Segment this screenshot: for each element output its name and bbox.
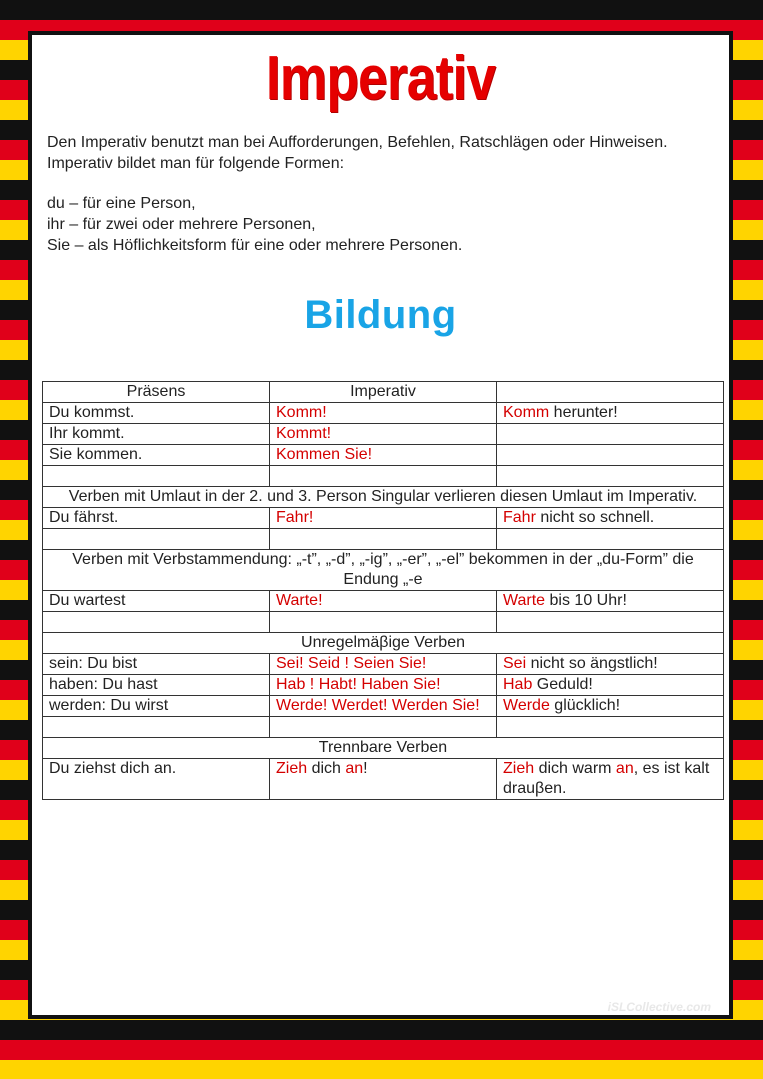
- intro-text: [47, 133, 707, 257]
- imperativ-cell: Kommen Sie!: [270, 445, 497, 466]
- example-cell: [497, 424, 724, 445]
- example-verb: Komm: [503, 404, 550, 421]
- empty-row: [43, 612, 724, 633]
- section-row: [43, 550, 724, 591]
- imperativ-cell: Warte!: [270, 591, 497, 612]
- prasens-cell: Ihr kommt.: [43, 424, 270, 445]
- header-imperativ: Imperativ: [270, 382, 497, 403]
- example-verb: Werde: [503, 697, 550, 714]
- imperativ-verb: Zieh: [276, 760, 308, 777]
- empty-row: [43, 466, 724, 487]
- example-verb: Sei: [503, 655, 527, 672]
- example-verb: Hab: [503, 676, 533, 693]
- table-row: [43, 508, 724, 529]
- example-rest: herunter!: [549, 404, 618, 421]
- table-row: [43, 403, 724, 424]
- section-trennbar: Trennbare Verben: [43, 738, 724, 759]
- example-rest: bis 10 Uhr!: [545, 592, 627, 609]
- prasens-cell: werden: Du wirst: [43, 696, 270, 717]
- prasens-cell: Du wartest: [43, 591, 270, 612]
- form-ihr: ihr – für zwei oder mehrere Personen,: [47, 216, 316, 234]
- header-prasens: Präsens: [43, 382, 270, 403]
- intro-line-1: Den Imperativ benutzt man bei Aufforderungen, Befehlen, Ratschlägen oder Hinweisen.: [47, 134, 668, 151]
- intro-line-2: Imperativ bildet man für folgende Formen:: [47, 154, 345, 172]
- prasens-cell: Sie kommen.: [43, 445, 270, 466]
- example-prefix: an: [615, 760, 634, 777]
- section-row: [43, 487, 724, 508]
- example-verb: Warte: [503, 592, 546, 609]
- table-row: [43, 654, 724, 675]
- example-cell: [497, 591, 724, 612]
- prasens-cell: sein: Du bist: [43, 654, 270, 675]
- example-rest: nicht so ängstlich!: [526, 655, 658, 672]
- table-row: [43, 696, 724, 717]
- imperativ-table: [42, 381, 724, 800]
- page-title: Imperativ: [265, 44, 496, 113]
- example-rest: Geduld!: [532, 676, 593, 693]
- table-row: [43, 675, 724, 696]
- form-du: du – für eine Person,: [47, 195, 196, 213]
- section-row: [43, 738, 724, 759]
- section-unregelmaessig: Unregelmäβige Verben: [43, 633, 724, 654]
- example-mid: dich warm: [534, 760, 616, 777]
- table-row: [43, 424, 724, 445]
- header-example: [497, 382, 724, 403]
- example-end: , es ist kalt drauβen.: [503, 760, 710, 797]
- watermark: iSLCollective.com: [607, 1000, 711, 1014]
- example-cell: [497, 445, 724, 466]
- example-cell: [497, 654, 724, 675]
- imperativ-mid: dich: [307, 760, 346, 777]
- example-cell: [497, 675, 724, 696]
- section-title: Bildung: [304, 293, 457, 337]
- table-row: [43, 591, 724, 612]
- imperativ-cell: Sei! Seid ! Seien Sie!: [270, 654, 497, 675]
- section-verbstamm: Verben mit Verbstammendung: „-t”, „-d”, „-ig”, „-er”, „-el” bekommen in der „du-Form” die Endung „-e: [43, 550, 724, 591]
- example-cell: [497, 508, 724, 529]
- empty-row: [43, 529, 724, 550]
- empty-row: [43, 717, 724, 738]
- imperativ-end: !: [363, 760, 368, 777]
- section-umlaut: Verben mit Umlaut in der 2. und 3. Person Singular verlieren diesen Umlaut im Imperativ.: [43, 487, 724, 508]
- table-row: [43, 445, 724, 466]
- imperativ-cell: Komm!: [270, 403, 497, 424]
- example-rest: nicht so schnell.: [535, 509, 655, 526]
- worksheet-page: [28, 31, 733, 1019]
- imperativ-cell: Hab ! Habt! Haben Sie!: [270, 675, 497, 696]
- form-sie: Sie – als Höflichkeitsform für eine oder mehrere Personen.: [47, 236, 463, 254]
- imperativ-cell: [270, 759, 497, 800]
- imperativ-cell: Kommt!: [270, 424, 497, 445]
- prasens-cell: Du ziehst dich an.: [43, 759, 270, 800]
- imperativ-cell: Werde! Werdet! Werden Sie!: [270, 696, 497, 717]
- example-cell: [497, 759, 724, 800]
- table-row: [43, 759, 724, 800]
- prasens-cell: Du kommst.: [43, 403, 270, 424]
- example-rest: glücklich!: [549, 697, 621, 714]
- example-verb: Zieh: [503, 760, 535, 777]
- table-header-row: [43, 382, 724, 403]
- prasens-cell: Du fährst.: [43, 508, 270, 529]
- prasens-cell: haben: Du hast: [43, 675, 270, 696]
- imperativ-cell: Fahr!: [270, 508, 497, 529]
- example-cell: [497, 696, 724, 717]
- example-cell: [497, 403, 724, 424]
- imperativ-prefix: an: [345, 760, 364, 777]
- example-verb: Fahr: [503, 509, 536, 526]
- section-row: [43, 633, 724, 654]
